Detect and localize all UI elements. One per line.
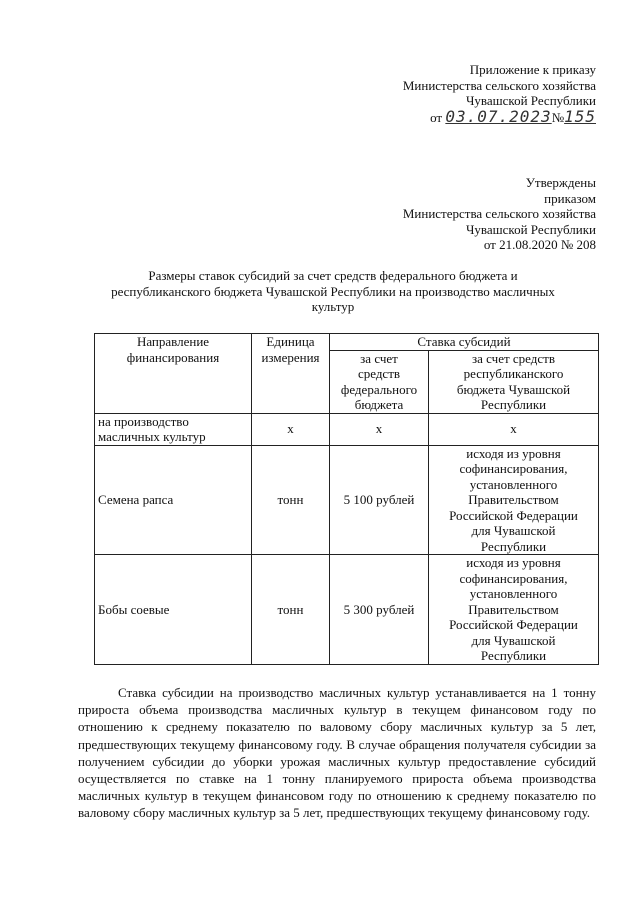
row-republic (429, 413, 599, 445)
cell-line: федерального (340, 381, 418, 397)
header-direction (95, 334, 252, 414)
approved-line-5: от 21.08.2020 № 208 (483, 237, 596, 252)
cell-line: Бобы соевые (98, 601, 170, 617)
approved-header (403, 175, 596, 253)
header-rate: Ставка субсидий (330, 334, 599, 351)
row-federal: 5 100 рублей (330, 445, 429, 555)
cell-line: бюджета (354, 397, 404, 412)
handwritten-number: 155 (564, 106, 596, 126)
date-prefix: от (430, 109, 443, 125)
row-republic (429, 555, 599, 665)
cell-line: республиканского (463, 366, 564, 381)
cell-line: для Чувашской (471, 523, 556, 538)
row-republic (429, 445, 599, 555)
header-republic (429, 350, 599, 413)
handwritten-date: 03.07.2023 (445, 106, 552, 126)
row-unit: тонн (252, 555, 330, 665)
cell-line: Правительством (468, 492, 559, 507)
header-unit (252, 334, 330, 414)
cell-line: за счет (360, 350, 398, 366)
cell-line: Направление (136, 334, 210, 349)
approved-line-4: Чувашской Республики (465, 221, 596, 237)
cell-line: Правительством (468, 601, 559, 617)
cell-line: Российской Федерации (449, 617, 578, 632)
cell-line: софинансирования, (459, 461, 568, 476)
header-federal (330, 350, 429, 413)
row-federal: 5 300 рублей (330, 555, 429, 665)
appendix-line-2: Министерства сельского хозяйства (402, 77, 596, 93)
approved-line-1: Утверждены (525, 175, 596, 190)
cell-line: установленного (469, 476, 558, 492)
document-title (60, 268, 606, 315)
appendix-line-1: Приложение к приказу (469, 62, 596, 77)
cell-line: для Чувашской (471, 632, 556, 648)
cell-line: Единица (266, 334, 315, 349)
row-name (95, 445, 252, 555)
cell-line: Республики (480, 538, 547, 554)
cell-line: х (510, 421, 517, 437)
cell-line: измерения (261, 349, 320, 365)
approved-line-3: Министерства сельского хозяйства (402, 206, 596, 221)
table-header-row (95, 334, 599, 351)
cell-line: за счет средств (472, 350, 555, 366)
cell-line: средств (357, 366, 401, 381)
appendix-line-3: Чувашской Республики (465, 93, 596, 108)
body-paragraph: Ставка субсидии на производство масличных культур устанавливается на 1 тонну прироста объема производства масличных культур в текущем финансовом году по отношению к среднему показателю по валовому сбору масличных культур за 5 лет, предшествующих текущему финансовому году. В случае обращения получателя субсидии за получением субсидии до уборки урожая масличных культур предоставление субсидий осуществляется по ставке на 1 тонну планируемого прироста объема производства масличных культур в текущем финансовом году по отношению к среднему показателю по валовому сбору масличных культур за 5 лет, предшествующих текущему финансовому году. (78, 685, 596, 821)
appendix-date-line (403, 106, 596, 126)
cell-line: софинансирования, (459, 570, 568, 586)
cell-line: финансирования (126, 349, 220, 365)
title-line-1: Размеры ставок субсидий за счет средств федерального бюджета и (148, 268, 518, 283)
cell-line: Российской Федерации (449, 507, 578, 523)
row-unit: х (252, 413, 330, 445)
row-federal: х (330, 413, 429, 445)
title-line-3: культур (311, 299, 355, 314)
subsidy-rates-table (94, 333, 599, 665)
title-line-2: республиканского бюджета Чувашской Республики на производство масличных (111, 283, 555, 299)
row-name (95, 555, 252, 665)
approved-line-2: приказом (544, 190, 596, 206)
cell-line: исходя из уровня (466, 555, 561, 570)
cell-line: на производство (98, 413, 189, 429)
table-row (95, 445, 599, 555)
cell-line: исходя из уровня (466, 445, 561, 461)
appendix-header (403, 62, 596, 125)
cell-line: установленного (469, 586, 558, 601)
cell-line: Семена рапса (98, 492, 174, 507)
number-label: № (551, 109, 565, 125)
cell-line: бюджета Чувашской (456, 381, 571, 397)
table-row (95, 413, 599, 445)
cell-line: масличных культур (98, 429, 206, 444)
cell-line: Республики (480, 397, 547, 412)
table-row (95, 555, 599, 665)
row-name (95, 413, 252, 445)
row-unit: тонн (252, 445, 330, 555)
cell-line: Республики (480, 648, 547, 663)
